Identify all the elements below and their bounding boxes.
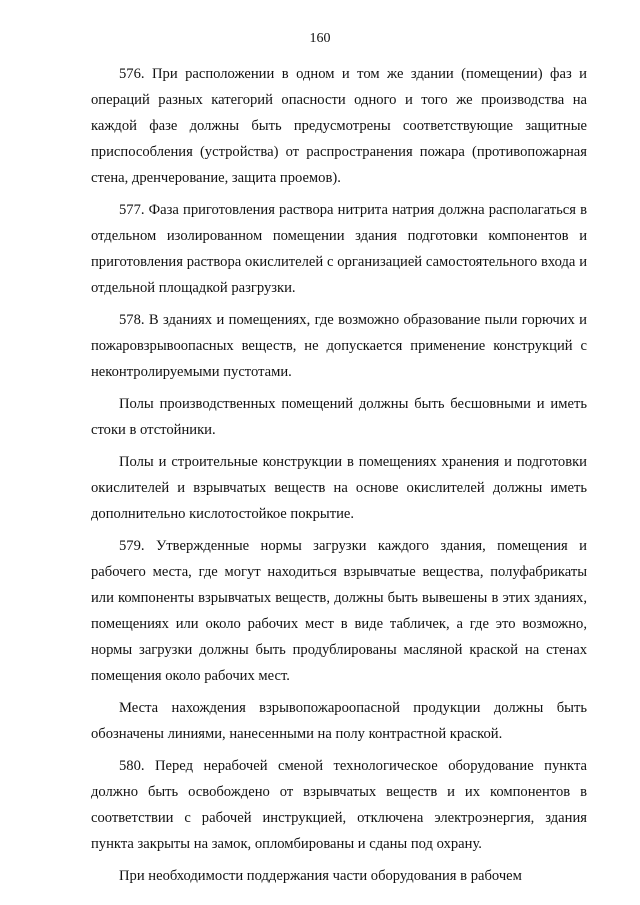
paragraph-577: 577. Фаза приготовления раствора нитрита натрия должна располагаться в отдельном изолированном помещении здания подготовки компонентов и приготовления раствора окислителей с организацией самостоятельного входа и отдельной площадкой разгрузки. — [91, 202, 587, 296]
paragraph-580: 580. Перед нерабочей сменой технологическое оборудование пункта должно быть освобождено от взрывчатых веществ и их компонентов в соответствии с рабочей инструкцией, отключена электроэнергия, здания пункта закрыты на замок, опломбированы и сданы под охрану. — [91, 758, 587, 852]
paragraph-579: 579. Утвержденные нормы загрузки каждого здания, помещения и рабочего места, где могут находиться взрывчатые вещества, полуфабрикаты или компоненты взрывчатых веществ, должны быть вывешены в этих зданиях, помещениях или около рабочих мест в виде табличек, а где это возможно, нормы загрузки должны быть продублированы масляной краской на стенах помещения около рабочих мест. — [91, 538, 587, 684]
document-body — [91, 61, 587, 895]
paragraph-578: 578. В зданиях и помещениях, где возможно образование пыли горючих и пожаровзрывоопасных веществ, не допускается применение конструкций с неконтролируемыми пустотами. — [91, 312, 587, 380]
paragraph-floors: Полы производственных помещений должны быть бесшовными и иметь стоки в отстойники. — [91, 396, 587, 438]
paragraph-product-locations: Места нахождения взрывопожароопасной продукции должны быть обозначены линиями, нанесенными на полу контрастной краской. — [91, 700, 587, 742]
paragraph-equipment-maintenance: При необходимости поддержания части оборудования в рабочем — [119, 868, 522, 884]
paragraph-576: 576. При расположении в одном и том же здании (помещении) фаз и операций разных категорий опасности одного и того же производства на каждой фазе должны быть предусмотрены соответствующие защитные приспособления (устройства) от распространения пожара (противопожарная стена, дренчерование, защита проемов). — [91, 66, 587, 186]
paragraph-floors-structures: Полы и строительные конструкции в помещениях хранения и подготовки окислителей и взрывчатых веществ на основе окислителей должны иметь дополнительно кислотостойкое покрытие. — [91, 454, 587, 522]
page-number: 160 — [309, 31, 331, 46]
